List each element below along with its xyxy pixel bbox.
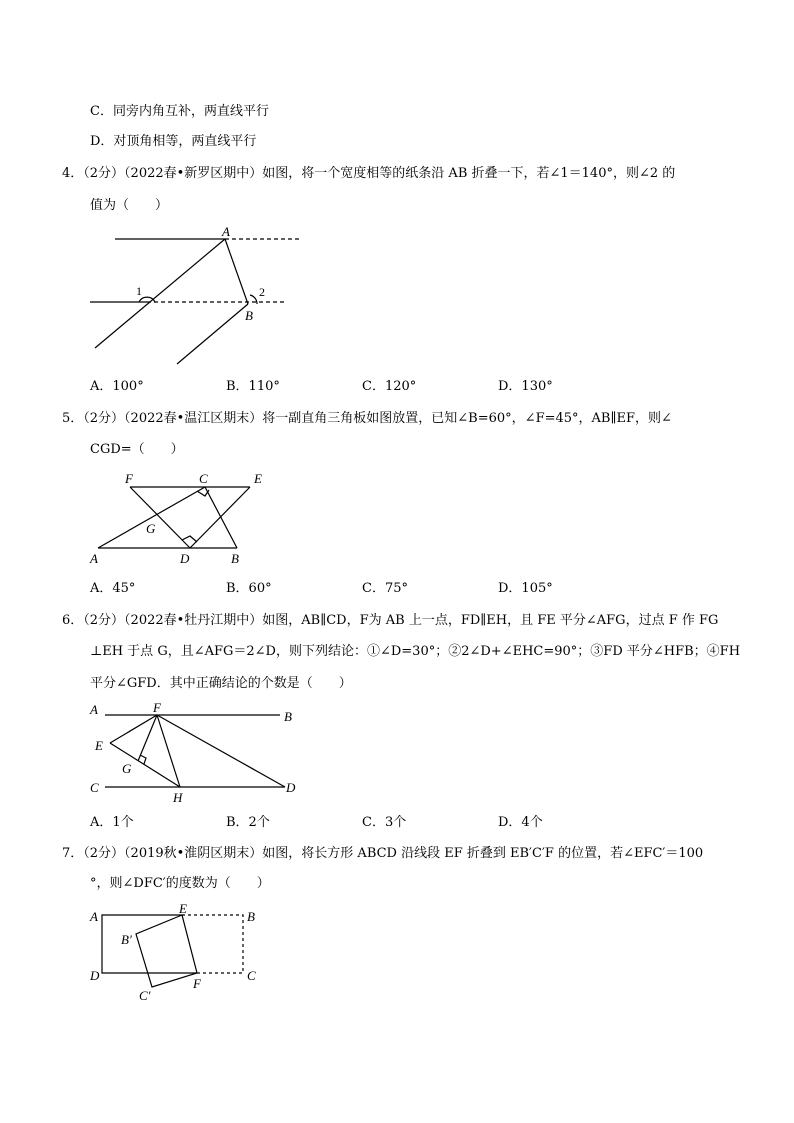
q5-line-FD (130, 487, 190, 548)
q6-label-D: D (286, 780, 296, 795)
q6-line-FG (138, 715, 157, 761)
q6-line-FE (110, 715, 157, 743)
q7-label-Cprime: C′ (139, 988, 151, 1003)
q5-stem-line1: 5．（2分）（2022春•温江区期末）将一副直角三角板如图放置，已知∠B=60°，∠F=45°，AB∥EF，则∠ (62, 411, 672, 426)
q6-label-A: A (90, 702, 98, 717)
q7-rect-solid (102, 915, 197, 973)
q5-option-c: C．75° (362, 581, 408, 596)
q3-option-d: D．对顶角相等，两直线平行 (90, 134, 257, 149)
q4-option-c: C．120° (362, 379, 417, 394)
q5-label-C: C (199, 471, 208, 486)
q5-label-F: F (125, 471, 133, 486)
q5-label-D: D (180, 551, 190, 566)
q4-label-A: A (222, 224, 230, 239)
q4-strip-edge-left (95, 239, 225, 348)
q4-angle2-arc (250, 295, 257, 304)
q5-label-A: A (90, 551, 98, 566)
q5-line-AC (98, 487, 205, 548)
q5-label-B: B (231, 551, 239, 566)
q6-label-G: G (122, 761, 132, 776)
q4-label-2: 2 (259, 285, 265, 299)
q5-stem-line2: CGD=（ ） (90, 442, 184, 457)
q6-label-H: H (173, 790, 183, 805)
q7-label-B: B (247, 909, 255, 924)
q6-option-a: A．1个 (90, 815, 134, 830)
q4-stem-line2: 值为（ ） (90, 198, 169, 213)
q3-option-c: C．同旁内角互补，两直线平行 (90, 104, 269, 119)
q5-right-angle-D (182, 536, 197, 542)
q4-option-d: D．130° (498, 379, 553, 394)
q6-label-F: F (153, 700, 161, 715)
q6-label-C: C (90, 780, 99, 795)
q6-label-E: E (95, 738, 103, 753)
q5-option-b: B．60° (226, 581, 272, 596)
q5-option-d: D．105° (498, 581, 553, 596)
q5-line-ED (190, 487, 250, 548)
q7-label-F: F (193, 976, 201, 991)
q7-stem-line2: °，则∠DFC′的度数为（ ） (90, 876, 270, 891)
q4-stem-line1: 4．（2分）（2022春•新罗区期中）如图，将一个宽度相等的纸条沿 AB 折叠一下，若∠1＝140°，则∠2 的 (62, 166, 676, 181)
q7-figure (85, 902, 275, 1007)
q6-option-d: D．4个 (498, 815, 543, 830)
q4-label-B: B (245, 308, 253, 323)
q5-option-a: A．45° (90, 581, 136, 596)
q4-fold-AB (225, 239, 248, 304)
q6-label-B: B (284, 709, 292, 724)
q4-figure (85, 222, 325, 372)
q4-strip-edge-right (177, 304, 248, 364)
q6-option-c: C．3个 (362, 815, 407, 830)
q7-label-D: D (90, 968, 100, 983)
q7-label-A: A (90, 909, 98, 924)
q6-stem-line3: 平分∠GFD．其中正确结论的个数是（ ） (90, 676, 352, 691)
q6-option-b: B．2个 (226, 815, 270, 830)
q4-option-b: B．110° (226, 379, 280, 394)
q6-figure (85, 700, 310, 806)
q5-line-CB (205, 487, 237, 548)
q7-stem-line1: 7．（2分）（2019秋•淮阴区期末）如图，将长方形 ABCD 沿线段 EF 折叠到 EB′C′F 的位置，若∠EFC′＝100 (62, 846, 704, 861)
q7-rect-dotted (182, 915, 243, 973)
q6-stem-line2: ⊥EH 于点 G，且∠AFG＝2∠D，则下列结论：①∠D=30°；②2∠D+∠EHC=90°；③FD 平分∠HFB；④FH (90, 644, 741, 659)
q7-folded-quad (136, 915, 197, 987)
q7-label-C: C (247, 968, 256, 983)
q5-figure (85, 470, 285, 570)
q7-label-Bprime: B′ (121, 932, 132, 947)
q6-stem-line1: 6．（2分）（2022春•牡丹江期中）如图，AB∥CD，F为 AB 上一点，FD∥EH，且 FE 平分∠AFG，过点 F 作 FG (62, 613, 719, 628)
q7-label-E: E (179, 902, 187, 916)
q6-line-EH (110, 743, 180, 787)
q4-option-a: A．100° (90, 379, 144, 394)
q5-label-E: E (254, 471, 262, 486)
q4-label-1: 1 (136, 284, 142, 298)
q5-label-G: G (146, 521, 156, 536)
